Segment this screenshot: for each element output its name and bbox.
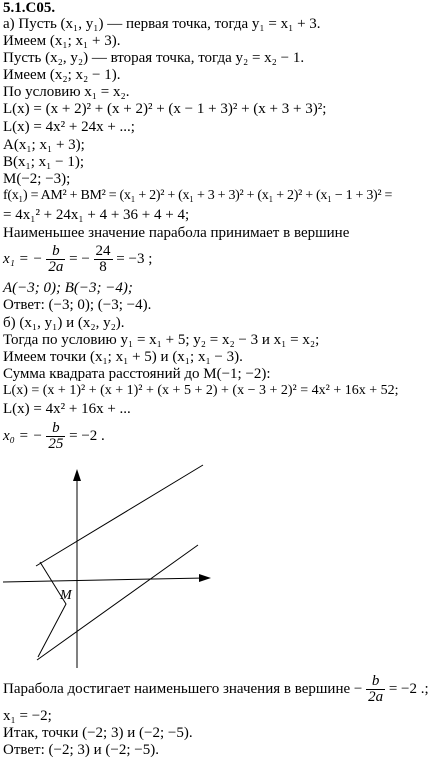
- line-a3: Пусть (x₂, y₂) — вторая точка, тогда y₂ = x₂ − 1.: [3, 50, 305, 66]
- formula-a-lhs: x₁ = −: [3, 251, 43, 267]
- upper-line: [36, 465, 203, 566]
- line-b9: Ответ: (−2; 3) и (−2; −5).: [3, 742, 159, 758]
- line-a14: A(−3; 0); B(−3; −4);: [3, 280, 133, 296]
- line-a5: По условию x₁ = x₂.: [3, 84, 130, 100]
- line-a10: M(−2; −3);: [3, 171, 71, 187]
- formula-a-mid: = −: [69, 251, 90, 267]
- line-a13: Наименьшее значение парабола принимает в вершине: [3, 225, 350, 241]
- line-a15: Ответ: (−3; 0); (−3; −4).: [3, 297, 152, 313]
- problem-heading: 5.1.C05.: [3, 0, 56, 16]
- fraction-denominator: 25: [48, 436, 64, 453]
- fraction-numerator: b: [46, 421, 65, 437]
- fraction-numerator: 24: [95, 243, 111, 260]
- vertex-formula-c: [3, 673, 429, 705]
- fraction-numerator: b: [366, 674, 385, 690]
- line-b8: Итак, точки (−2; 3) и (−2; −5).: [3, 725, 193, 741]
- horizontal-axis: [3, 578, 205, 582]
- formula-a-rhs: = −3 ;: [116, 251, 153, 267]
- point-m-label: M: [60, 588, 72, 603]
- fraction-denominator: 2a: [368, 689, 384, 706]
- formula-c-text: Парабола достигает наименьшего значения в вершине −: [3, 681, 363, 697]
- line-a11: f(x₁) = AM² + BM² = (x₁ + 2)² + (x₁ + 3 + 3)² + (x₁ + 2)² + (x₁ − 1 + 3)² =: [3, 188, 393, 203]
- formula-c-rhs: = −2 .;: [388, 681, 429, 697]
- line-b7: x₁ = −2;: [3, 708, 52, 724]
- vertical-axis-arrow: [73, 469, 81, 481]
- line-b4: Сумма квадрата расстояний до M(−1; −2):: [3, 366, 271, 382]
- line-b5: L(x) = (x + 1)² + (x + 1)² + (x + 5 + 2) + (x − 3 + 2)² = 4x² + 16x + 52;: [3, 383, 399, 398]
- fraction-b-over-2a: [366, 674, 385, 705]
- line-b3: Имеем точки (x₁; x₁ + 5) и (x₁; x₁ − 3).: [3, 349, 243, 365]
- line-b1: б) (x₁, y₁) и (x₂, y₂).: [3, 315, 125, 331]
- line-a8: A(x₁; x₁ + 3);: [3, 137, 85, 153]
- line-a12: = 4x₁² + 24x₁ + 4 + 36 + 4 + 4;: [3, 207, 190, 223]
- line-a7: L(x) = 4x² + 24x + ...;: [3, 119, 135, 135]
- fraction-denominator: 8: [99, 259, 107, 276]
- fraction-denominator: 2a: [48, 259, 64, 276]
- fraction-numerator: b: [46, 244, 65, 260]
- line-a4: Имеем (x₂; x₂ − 1).: [3, 67, 121, 83]
- formula-b-rhs: = −2 .: [69, 428, 105, 444]
- line-b6: L(x) = 4x² + 16x + ...: [3, 401, 131, 417]
- line-a2: Имеем (x₁; x₁ + 3).: [3, 33, 121, 49]
- line-a9: B(x₁; x₁ − 1);: [3, 154, 84, 170]
- line-b2: Тогда по условию y₁ = x₁ + 5; y₂ = x₂ − 3 и x₁ = x₂;: [3, 332, 320, 348]
- line-a6: L(x) = (x + 2)² + (x + 2)² + (x − 1 + 3)² + (x + 3 + 3)²;: [3, 101, 327, 117]
- line-a1: а) Пусть (x₁, y₁) — первая точка, тогда y₁ = x₁ + 3.: [3, 16, 321, 32]
- formula-b-lhs: x₀ = −: [3, 428, 43, 444]
- horizontal-axis-arrow: [199, 574, 211, 582]
